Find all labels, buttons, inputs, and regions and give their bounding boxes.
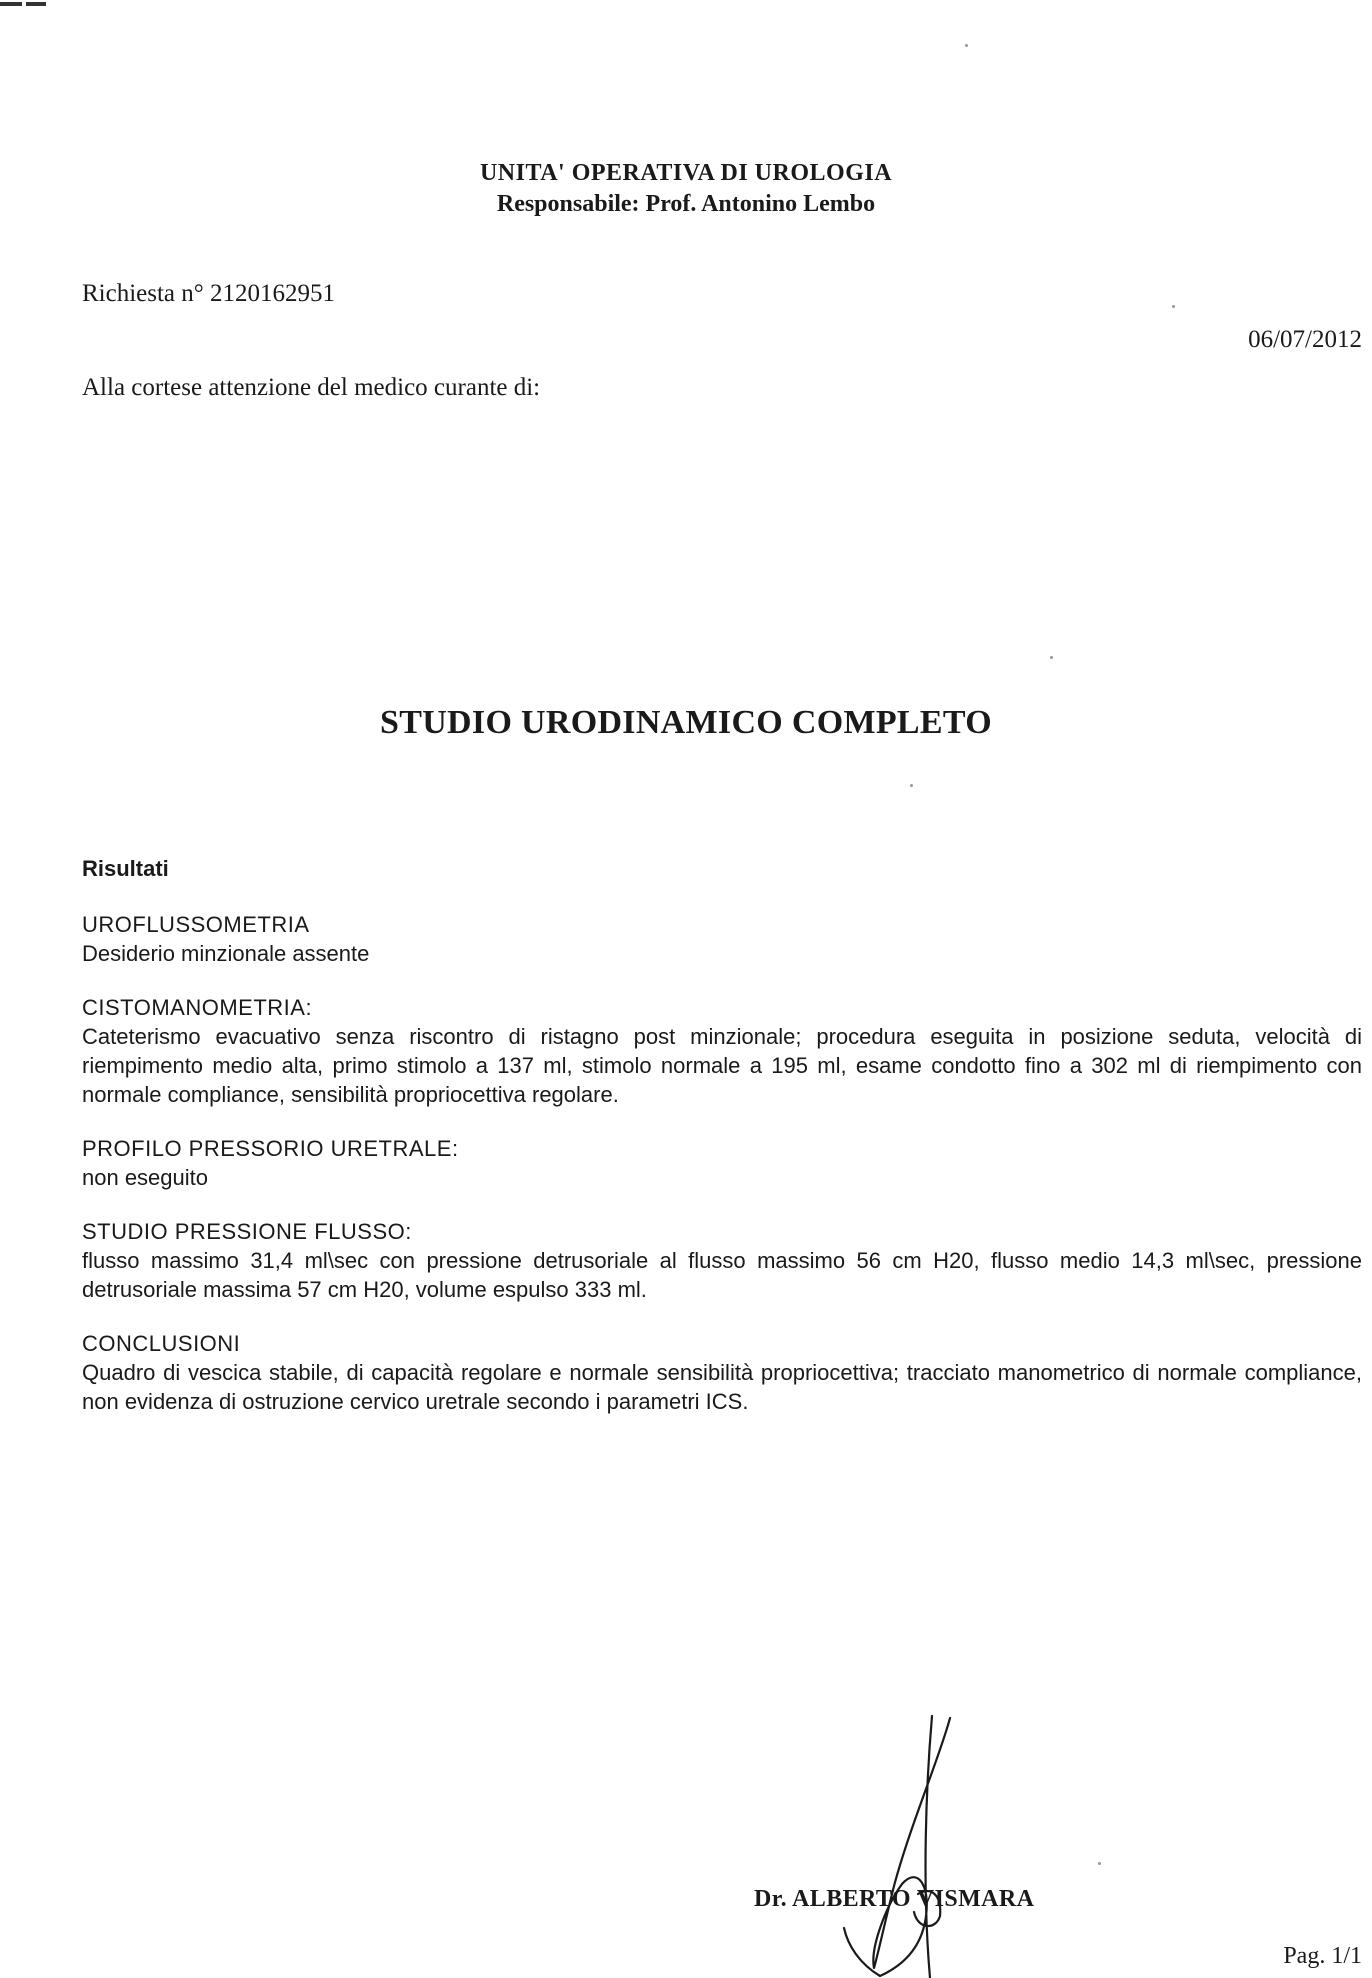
section-title: STUDIO PRESSIONE FLUSSO: — [82, 1219, 412, 1244]
section-body: Quadro di vescica stabile, di capacità regolare e normale sensibilità propriocettiva; tracciato manometrico di normale compliance, non evidenza di ostruzione cervico uretrale secondo i parametri ICS. — [82, 1360, 1362, 1414]
section-conclusioni — [82, 1329, 1362, 1416]
document-date: 06/07/2012 — [1248, 326, 1362, 353]
attention-line: Alla cortese attenzione del medico curante di: — [82, 374, 541, 401]
section-studio-pressione-flusso — [82, 1217, 1362, 1304]
request-number: Richiesta n° 2120162951 — [82, 280, 336, 307]
section-body: Cateterismo evacuativo senza riscontro di ristagno post minzionale; procedura eseguita in posizione seduta, velocità di riempimento medio alta, primo stimolo a 137 ml, stimolo normale a 195 ml, esame condotto fino a 302 ml di riempimento con normale compliance, sensibilità propriocettiva regolare. — [82, 1024, 1362, 1107]
section-body: Desiderio minzionale assente — [82, 941, 370, 966]
section-title: PROFILO PRESSORIO URETRALE: — [82, 1136, 459, 1161]
responsible-heading: Responsabile: Prof. Antonino Lembo — [496, 191, 876, 217]
handwritten-signature — [790, 1716, 990, 1978]
results-content — [82, 910, 1362, 1441]
signatory-name: Dr. ALBERTO VISMARA — [754, 1886, 1035, 1912]
scan-speck — [1172, 305, 1175, 308]
section-body: flusso massimo 31,4 ml\sec con pressione detrusoriale al flusso massimo 56 cm H20, flusso medio 14,3 ml\sec, pressione detrusoriale massima 57 cm H20, volume espulso 333 ml. — [82, 1248, 1362, 1302]
section-body: non eseguito — [82, 1165, 208, 1190]
scan-artifact-mark — [0, 0, 46, 8]
scan-speck — [1050, 656, 1053, 659]
section-cistomanometria — [82, 993, 1362, 1109]
results-heading: Risultati — [82, 856, 169, 881]
scan-speck — [1098, 1862, 1101, 1865]
section-title: CISTOMANOMETRIA: — [82, 995, 313, 1020]
section-uroflussometria — [82, 910, 1362, 968]
section-title: UROFLUSSOMETRIA — [82, 912, 310, 937]
section-profilo-pressorio — [82, 1134, 1362, 1192]
unit-heading: UNITA' OPERATIVA DI UROLOGIA — [479, 160, 893, 186]
section-title: CONCLUSIONI — [82, 1331, 241, 1356]
scan-speck — [910, 784, 913, 787]
page-number: Pag. 1/1 — [1283, 1943, 1362, 1969]
scan-speck — [965, 44, 968, 47]
document-title: STUDIO URODINAMICO COMPLETO — [380, 704, 992, 741]
